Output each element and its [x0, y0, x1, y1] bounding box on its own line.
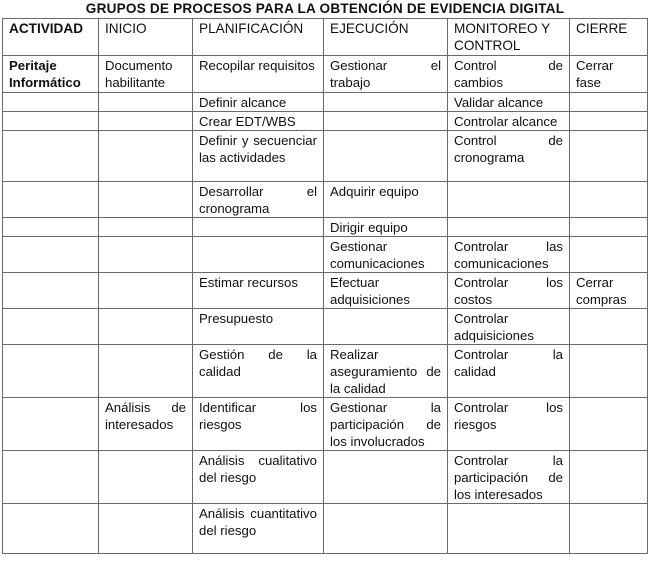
process-groups-table: [2, 18, 648, 554]
cell-monitoreo: Control de cambios: [448, 56, 570, 93]
cell-planificacion: Gestión de la calidad: [193, 345, 324, 398]
cell-inicio: Documento habilitante: [99, 56, 193, 93]
cell-inicio: [99, 218, 193, 237]
table-row: [3, 504, 648, 554]
cell-monitoreo: [448, 218, 570, 237]
cell-ejecucion: Gestionar comunicaciones: [324, 237, 448, 273]
cell-planificacion: Desarrollar el cronograma: [193, 182, 324, 218]
cell-inicio: [99, 131, 193, 182]
cell-planificacion: Recopilar requisitos: [193, 56, 324, 93]
header-monitoreo: MONITOREO Y CONTROL: [448, 19, 570, 56]
cell-cierre: [570, 112, 648, 131]
cell-planificacion: [193, 237, 324, 273]
cell-ejecucion: Dirigir equipo: [324, 218, 448, 237]
cell-ejecucion: Adquirir equipo: [324, 182, 448, 218]
cell-ejecucion: [324, 451, 448, 504]
cell-cierre: [570, 451, 648, 504]
cell-inicio: [99, 504, 193, 554]
cell-ejecucion: [324, 131, 448, 182]
cell-monitoreo: Controlar alcance: [448, 112, 570, 131]
cell-cierre: Cerrar compras: [570, 273, 648, 309]
table-row: [3, 93, 648, 112]
cell-inicio: [99, 273, 193, 309]
cell-monitoreo: [448, 504, 570, 554]
cell-planificacion: Crear EDT/WBS: [193, 112, 324, 131]
cell-actividad: [3, 504, 99, 554]
cell-cierre: [570, 237, 648, 273]
cell-inicio: Análisis de interesados: [99, 398, 193, 451]
cell-cierre: [570, 309, 648, 345]
cell-actividad: [3, 112, 99, 131]
header-ejecucion: EJECUCIÓN: [324, 19, 448, 56]
cell-ejecucion: [324, 93, 448, 112]
cell-cierre: [570, 398, 648, 451]
cell-monitoreo: [448, 182, 570, 218]
table-body: [3, 19, 648, 554]
table-row: [3, 112, 648, 131]
cell-monitoreo: Controlar la calidad: [448, 345, 570, 398]
cell-cierre: [570, 93, 648, 112]
cell-ejecucion: [324, 504, 448, 554]
cell-cierre: [570, 131, 648, 182]
cell-planificacion: Identificar los riesgos: [193, 398, 324, 451]
header-row: [3, 19, 648, 56]
cell-ejecucion: Gestionar la participación de los involucrados: [324, 398, 448, 451]
cell-inicio: [99, 93, 193, 112]
cell-inicio: [99, 451, 193, 504]
cell-planificacion: Definir alcance: [193, 93, 324, 112]
table-row: [3, 56, 648, 93]
table-row: [3, 237, 648, 273]
cell-actividad: [3, 345, 99, 398]
cell-cierre: [570, 182, 648, 218]
cell-actividad: [3, 237, 99, 273]
table-row: [3, 182, 648, 218]
table-row: [3, 131, 648, 182]
table-row: [3, 451, 648, 504]
cell-ejecucion: [324, 309, 448, 345]
cell-cierre: [570, 345, 648, 398]
cell-monitoreo: Controlar la participación de los interesados: [448, 451, 570, 504]
cell-actividad: [3, 309, 99, 345]
cell-planificacion: Definir y secuenciar las actividades: [193, 131, 324, 182]
cell-actividad: [3, 93, 99, 112]
table-title: GRUPOS DE PROCESOS PARA LA OBTENCIÓN DE EVIDENCIA DIGITAL: [85, 1, 565, 16]
cell-actividad: [3, 451, 99, 504]
cell-actividad: [3, 218, 99, 237]
cell-inicio: [99, 237, 193, 273]
cell-cierre: Cerrar fase: [570, 56, 648, 93]
cell-actividad: [3, 182, 99, 218]
cell-inicio: [99, 309, 193, 345]
cell-planificacion: [193, 218, 324, 237]
cell-monitoreo: Control de cronograma: [448, 131, 570, 182]
cell-planificacion: Estimar recursos: [193, 273, 324, 309]
header-cierre: CIERRE: [570, 19, 648, 56]
cell-inicio: [99, 182, 193, 218]
cell-monitoreo: Validar alcance: [448, 93, 570, 112]
table-row: [3, 218, 648, 237]
cell-inicio: [99, 112, 193, 131]
table-row: [3, 345, 648, 398]
cell-cierre: [570, 218, 648, 237]
cell-monitoreo: Controlar las comunicaciones: [448, 237, 570, 273]
cell-ejecucion: Efectuar adquisiciones: [324, 273, 448, 309]
cell-monitoreo: Controlar los costos: [448, 273, 570, 309]
header-actividad: ACTIVIDAD: [3, 19, 99, 56]
cell-actividad: Peritaje Informático: [3, 56, 99, 93]
header-inicio: INICIO: [99, 19, 193, 56]
cell-monitoreo: Controlar los riesgos: [448, 398, 570, 451]
cell-inicio: [99, 345, 193, 398]
table-row: [3, 398, 648, 451]
table-row: [3, 309, 648, 345]
cell-ejecucion: Realizar aseguramiento de la calidad: [324, 345, 448, 398]
cell-ejecucion: Gestionar el trabajo: [324, 56, 448, 93]
cell-actividad: [3, 131, 99, 182]
table-row: [3, 273, 648, 309]
cell-monitoreo: Controlar adquisiciones: [448, 309, 570, 345]
cell-ejecucion: [324, 112, 448, 131]
cell-actividad: [3, 398, 99, 451]
cell-planificacion: Presupuesto: [193, 309, 324, 345]
cell-planificacion: Análisis cualitativo del riesgo: [193, 451, 324, 504]
cell-cierre: [570, 504, 648, 554]
cell-actividad: [3, 273, 99, 309]
header-planificacion: PLANIFICACIÓN: [193, 19, 324, 56]
cell-planificacion: Análisis cuantitativo del riesgo: [193, 504, 324, 554]
